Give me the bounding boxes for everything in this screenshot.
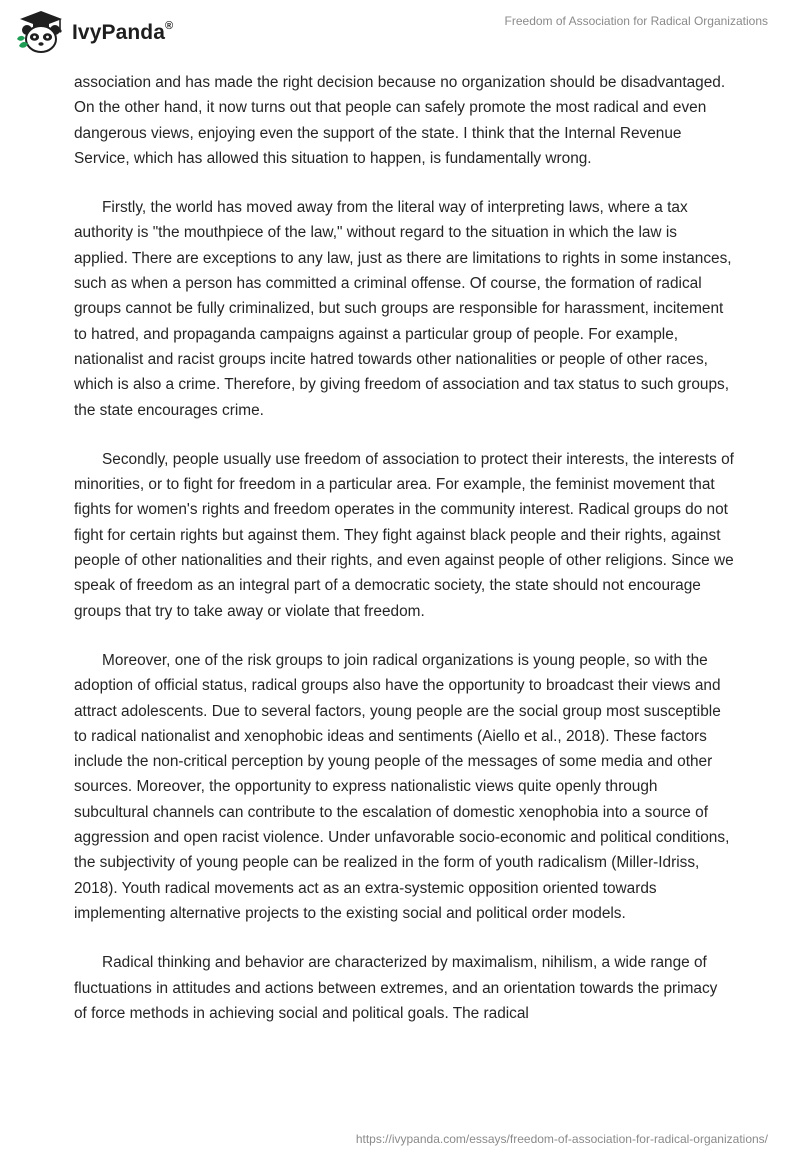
- page-header: [0, 0, 800, 64]
- essay-body: [74, 70, 734, 1050]
- panda-graduate-logo-icon: [16, 8, 66, 54]
- paragraph-3: Secondly, people usually use freedom of association to protect their interests, the interests of minorities, or to fight for freedom in a particular area. For example, the feminist movement that fights for women's rights and freedom operates in the community interest. Radical groups do not fight for certain rights but against them. They fight against black people and their rights, against people of other nationalities and their rights, and even against people of other religions. Since we speak of freedom as an integral part of a democratic society, the state should not encourage groups that try to take away or violate that freedom.: [74, 450, 734, 620]
- document-title: Freedom of Association for Radical Organizations: [504, 14, 768, 28]
- brand-name-text: IvyPanda: [72, 21, 166, 44]
- ivypanda-logo[interactable]: [16, 8, 173, 54]
- brand-name: [72, 21, 173, 45]
- paragraph-4: Moreover, one of the risk groups to join radical organizations is young people, so with the adoption of official status, radical groups also have the opportunity to broadcast their views and attract adolescents. Due to several factors, young people are the social group most susceptible to radical nationalist and xenophobic ideas and sentiments (Aiello et al., 2018). These factors include the non-critical perception by young people of the messages of some media and other sources. Moreover, the opportunity to express nationalistic views quite openly through subcultural channels can contribute to the escalation of domestic xenophobia into a source of aggression and open racist violence. Under unfavorable socio-economic and political conditions, the subjectivity of young people can be realized in the form of youth radicalism (Miller-Idriss, 2018). Youth radical movements act as an extra-systemic opposition oriented towards implementing alternative projects to the existing social and political order models.: [74, 651, 730, 922]
- paragraph-1: association and has made the right decision because no organization should be disadvantaged. On the other hand, it now turns out that people can safely promote the most radical and even dangerous views, enjoying even the support of the state. I think that the Internal Revenue Service, which has allowed this situation to happen, is fundamentally wrong.: [74, 74, 726, 167]
- paragraph-5: Radical thinking and behavior are characterized by maximalism, nihilism, a wide range of fluctuations in attitudes and actions between extremes, and an orientation towards the primacy of force methods in achieving social and political goals. The radical: [74, 954, 718, 1022]
- registered-mark: ®: [165, 20, 174, 32]
- paragraph-2: Firstly, the world has moved away from the literal way of interpreting laws, where a tax authority is "the mouthpiece of the law," without regard to the situation in which the law is applied. There are exceptions to any law, just as there are limitations to rights in some instances, such as when a person has committed a criminal offense. Of course, the formation of radical groups cannot be fully criminalized, but such groups are responsible for harassment, incitement to hatred, and propaganda campaigns against a particular group of people. For example, nationalist and racist groups incite hatred towards other nationalities or people of other races, which is also a crime. Therefore, by giving freedom of association and tax status to such groups, the state encourages crime.: [74, 199, 732, 419]
- source-url-link[interactable]: https://ivypanda.com/essays/freedom-of-association-for-radical-organizations/: [355, 1132, 768, 1146]
